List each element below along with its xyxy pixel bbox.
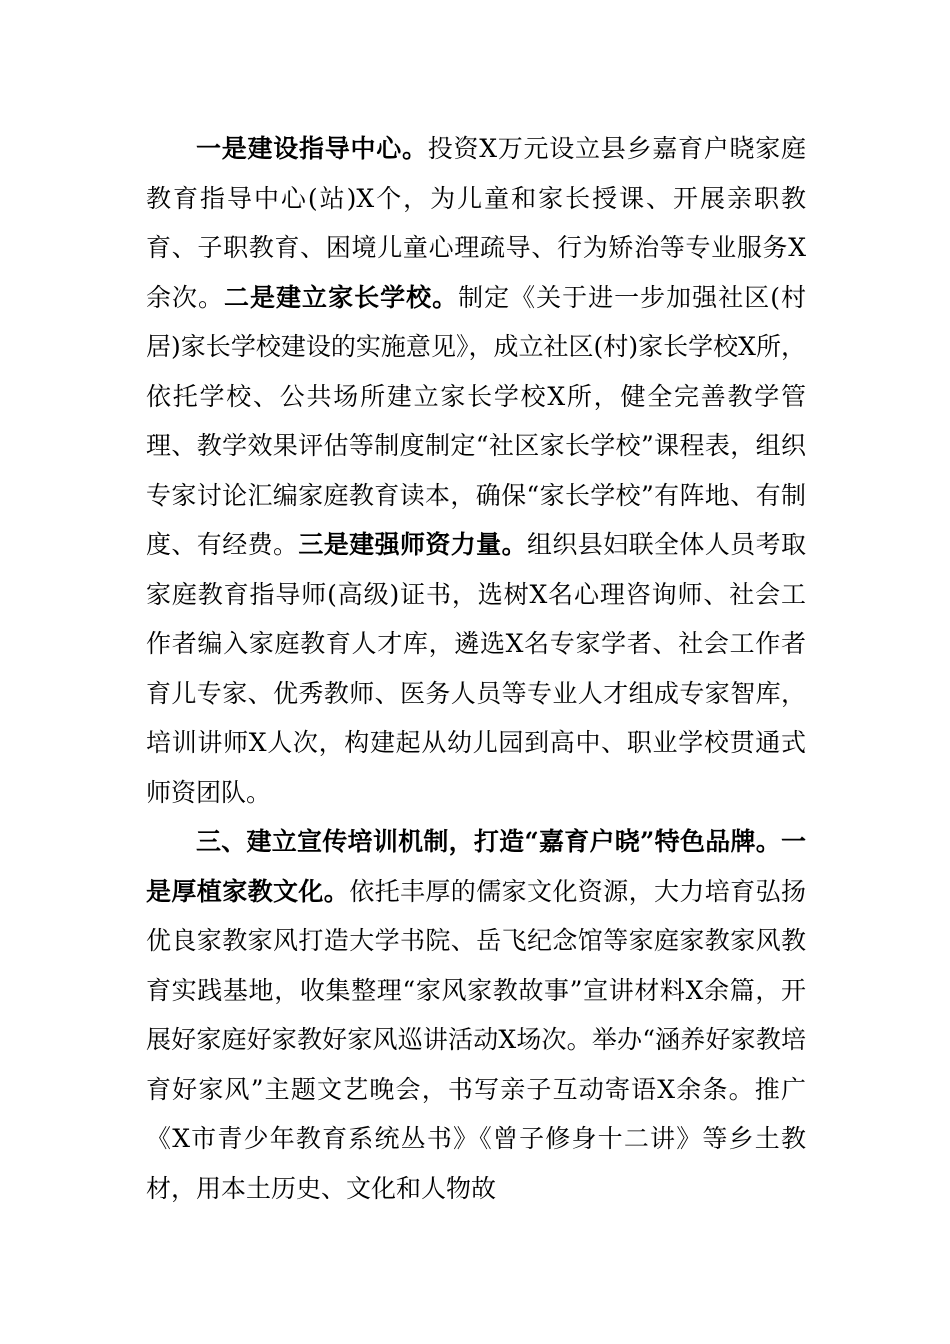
item-heading: 一是建设指导中心。 bbox=[196, 134, 428, 163]
paragraph-guidance-system bbox=[146, 124, 806, 817]
paragraph-publicity-training bbox=[146, 817, 806, 1213]
item-heading: 二是建立家长学校。 bbox=[224, 282, 459, 312]
document-body bbox=[146, 124, 806, 1213]
item-text: 依托丰厚的儒家文化资源，大力培育弘扬优良家教家风打造大学书院、岳飞纪念馆等家庭家教家风教育实践基地，收集整理“家风家教故事”宣讲材料X余篇，开展好家庭好家教好家风巡讲活动X场次。举办“涵养好家教培育好家风”主题文艺晚会，书写亲子互动寄语X余条。推广《X市青少年教育系统丛书》《曾子修身十二讲》等乡土教材，用本土历史、文化和人物故 bbox=[146, 876, 806, 1203]
item-heading: 一是厚植家教文化。 bbox=[146, 827, 806, 906]
item-text: 制定《关于进一步加强社区(村居)家长学校建设的实施意见》，成立社区(村)家长学校X所，依托学校、公共场所建立家长学校X所，健全完善教学管理、教学效果评估等制度制定“社区家长学校”课程表，组织专家讨论汇编家庭教育读本，确保“家长学校”有阵地、有制度、有经费。 bbox=[146, 282, 806, 559]
item-heading: 三是建强师资力量。 bbox=[298, 530, 527, 559]
item-text: 组织县妇联全体人员考取家庭教育指导师(高级)证书，选树X名心理咨询师、社会工作者编入家庭教育人才库，遴选X名专家学者、社会工作者育儿专家、优秀教师、医务人员等专业人才组成专家智库，培训讲师X人次，构建起从幼儿园到高中、职业学校贯通式师资团队。 bbox=[146, 530, 806, 807]
section-heading: 三、建立宣传培训机制，打造“嘉育户晓”特色品牌。 bbox=[196, 827, 781, 856]
item-text: 投资X万元设立县乡嘉育户晓家庭教育指导中心(站)X个，为儿童和家长授课、开展亲职教育、子职教育、困境儿童心理疏导、行为矫治等专业服务X余次。 bbox=[146, 134, 806, 312]
